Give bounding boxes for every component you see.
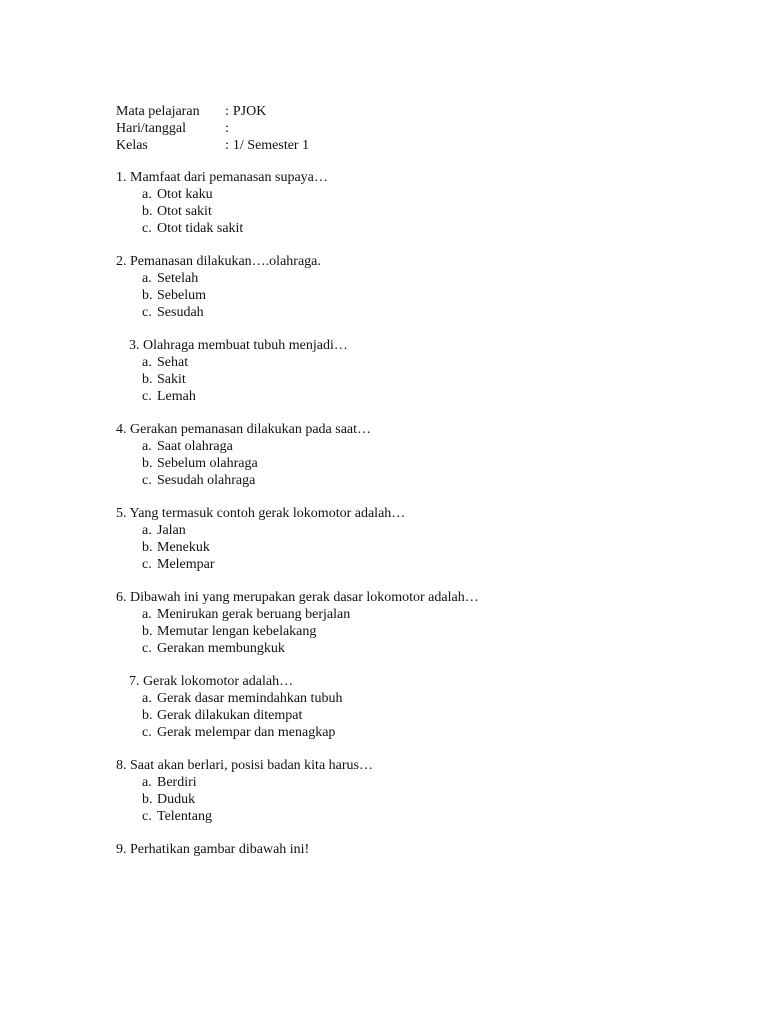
option-letter: a. — [142, 187, 152, 202]
question-text: 7. Gerak lokomotor adalah… — [129, 674, 294, 689]
option-letter: b. — [142, 288, 153, 303]
date-label: Hari/tanggal — [116, 121, 186, 136]
option-letter: b. — [142, 372, 153, 387]
option-text: Berdiri — [157, 775, 197, 790]
class-colon: : — [225, 138, 229, 153]
option-text: Sebelum — [157, 288, 206, 303]
option-text: Otot kaku — [157, 187, 213, 202]
option-c — [142, 724, 342, 741]
option-letter: c. — [142, 641, 152, 656]
option-letter: a. — [142, 775, 152, 790]
question-2 — [116, 253, 321, 270]
option-letter: b. — [142, 540, 153, 555]
option-letter: c. — [142, 557, 152, 572]
options-2 — [142, 270, 206, 321]
option-c — [142, 808, 212, 825]
option-c — [142, 388, 196, 405]
option-letter: a. — [142, 607, 152, 622]
class-value: 1/ Semester 1 — [232, 138, 310, 153]
question-8 — [116, 757, 373, 774]
date-value — [229, 120, 233, 137]
option-b — [142, 203, 243, 220]
option-a — [142, 690, 342, 707]
question-text: 2. Pemanasan dilakukan….olahraga. — [116, 254, 321, 269]
option-text: Memutar lengan kebelakang — [157, 624, 317, 639]
option-text: Otot sakit — [157, 204, 212, 219]
option-a — [142, 354, 196, 371]
question-9 — [116, 841, 309, 858]
option-b — [142, 455, 258, 472]
option-b — [142, 539, 215, 556]
options-7 — [142, 690, 342, 741]
question-text: 1. Mamfaat dari pemanasan supaya… — [116, 170, 328, 185]
option-text: Saat olahraga — [157, 439, 233, 454]
subject-value: PJOK — [232, 104, 267, 119]
option-text: Menirukan gerak beruang berjalan — [157, 607, 351, 622]
option-letter: c. — [142, 473, 152, 488]
option-text: Melempar — [157, 557, 215, 572]
option-a — [142, 522, 215, 539]
question-1 — [116, 169, 328, 186]
options-5 — [142, 522, 215, 573]
option-a — [142, 438, 258, 455]
subject-label: Mata pelajaran — [116, 104, 200, 119]
subject-colon: : — [225, 104, 229, 119]
header-row-date — [116, 120, 309, 137]
option-text: Gerak dasar memindahkan tubuh — [157, 691, 343, 706]
question-7 — [129, 673, 293, 690]
option-text: Sesudah — [157, 305, 204, 320]
question-6 — [116, 589, 479, 606]
option-text: Gerak dilakukan ditempat — [157, 708, 303, 723]
option-c — [142, 472, 258, 489]
option-b — [142, 791, 212, 808]
option-a — [142, 606, 350, 623]
option-letter: c. — [142, 809, 152, 824]
option-letter: c. — [142, 221, 152, 236]
options-4 — [142, 438, 258, 489]
option-letter: b. — [142, 792, 153, 807]
option-text: Duduk — [157, 792, 196, 807]
question-4 — [116, 421, 371, 438]
option-a — [142, 186, 243, 203]
option-text: Sehat — [157, 355, 189, 370]
worksheet-header — [116, 103, 309, 154]
option-letter: a. — [142, 355, 152, 370]
option-text: Telentang — [157, 809, 212, 824]
option-b — [142, 623, 350, 640]
option-a — [142, 270, 206, 287]
question-text: 6. Dibawah ini yang merupakan gerak dasar lokomotor adalah… — [116, 590, 479, 605]
question-3 — [129, 337, 348, 354]
option-c — [142, 556, 215, 573]
option-text: Lemah — [157, 389, 196, 404]
options-3 — [142, 354, 196, 405]
option-text: Sesudah olahraga — [157, 473, 256, 488]
option-letter: a. — [142, 271, 152, 286]
option-b — [142, 287, 206, 304]
option-c — [142, 220, 243, 237]
question-text: 8. Saat akan berlari, posisi badan kita harus… — [116, 758, 373, 773]
class-label: Kelas — [116, 138, 148, 153]
option-text: Otot tidak sakit — [157, 221, 244, 236]
option-text: Menekuk — [157, 540, 210, 555]
header-row-class — [116, 137, 309, 154]
option-c — [142, 304, 206, 321]
question-5 — [116, 505, 405, 522]
option-text: Sakit — [157, 372, 186, 387]
option-letter: b. — [142, 456, 153, 471]
question-text: 3. Olahraga membuat tubuh menjadi… — [129, 338, 348, 353]
option-text: Gerakan membungkuk — [157, 641, 285, 656]
option-letter: a. — [142, 691, 152, 706]
question-text: 4. Gerakan pemanasan dilakukan pada saat… — [116, 422, 372, 437]
option-text: Jalan — [157, 523, 186, 538]
option-letter: a. — [142, 523, 152, 538]
options-6 — [142, 606, 350, 657]
options-8 — [142, 774, 212, 825]
header-row-subject — [116, 103, 309, 120]
option-letter: a. — [142, 439, 152, 454]
option-letter: c. — [142, 389, 152, 404]
question-text: 9. Perhatikan gambar dibawah ini! — [116, 842, 310, 857]
option-letter: b. — [142, 624, 153, 639]
option-a — [142, 774, 212, 791]
option-b — [142, 371, 196, 388]
option-text: Gerak melempar dan menagkap — [157, 725, 336, 740]
option-c — [142, 640, 350, 657]
option-letter: c. — [142, 305, 152, 320]
option-b — [142, 707, 342, 724]
option-letter: b. — [142, 708, 153, 723]
options-1 — [142, 186, 243, 237]
option-text: Setelah — [157, 271, 199, 286]
date-colon: : — [225, 121, 229, 136]
option-text: Sebelum olahraga — [157, 456, 258, 471]
option-letter: b. — [142, 204, 153, 219]
question-text: 5. Yang termasuk contoh gerak lokomotor adalah… — [116, 506, 406, 521]
option-letter: c. — [142, 725, 152, 740]
